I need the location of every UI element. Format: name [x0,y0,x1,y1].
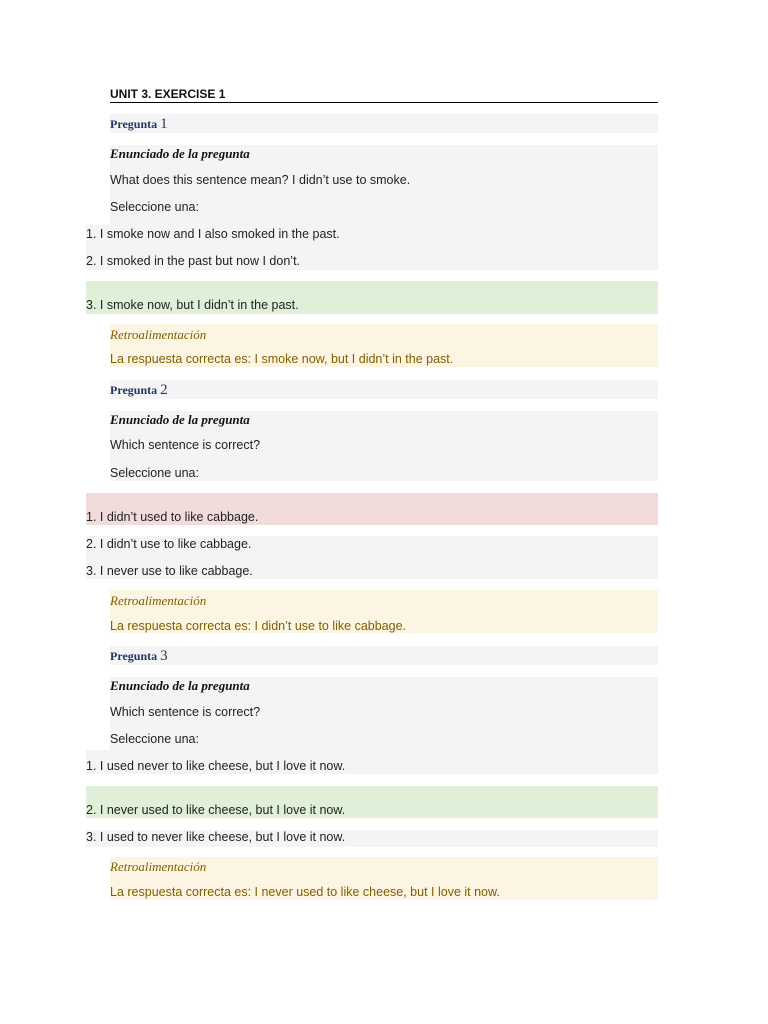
question-3-heading [110,647,168,665]
question-2-feedback-label: Retroalimentación [110,593,207,608]
question-number: 1 [160,116,168,132]
question-1-text: What does this sentence mean? I didn’t use to smoke. [110,173,411,187]
question-2-header-band [110,380,658,399]
question-label: Pregunta [110,117,158,131]
question-1-feedback-label: Retroalimentación [110,327,207,342]
question-1-header-band [110,114,658,133]
question-3-enunciado-label: Enunciado de la pregunta [110,678,250,693]
question-2-option-2[interactable]: 2. I didn’t use to like cabbage. [86,537,252,551]
question-3-option-3[interactable]: 3. I used to never like cheese, but I love it now. [86,830,346,844]
question-3-header-band [110,646,658,665]
question-1-option-3[interactable]: 3. I smoke now, but I didn’t in the past. [86,298,299,312]
question-2-option-3[interactable]: 3. I never use to like cabbage. [86,564,253,578]
question-number: 2 [160,382,168,398]
question-number: 3 [160,648,168,664]
question-3-feedback-answer: La respuesta correcta es: I never used to like cheese, but I love it now. [110,885,500,899]
question-3-feedback-label: Retroalimentación [110,859,207,874]
question-1-option-1[interactable]: 1. I smoke now and I also smoked in the past. [86,227,340,241]
question-1-select-prompt: Seleccione una: [110,200,199,214]
question-1-heading [110,115,168,133]
question-label: Pregunta [110,383,158,397]
question-1-enunciado-label: Enunciado de la pregunta [110,146,250,161]
question-1-feedback-answer: La respuesta correcta es: I smoke now, but I didn’t in the past. [110,352,454,366]
question-3-text: Which sentence is correct? [110,705,261,719]
question-2-feedback-answer: La respuesta correcta es: I didn’t use to like cabbage. [110,619,407,633]
question-2-heading [110,381,168,399]
question-2-option-1[interactable]: 1. I didn’t used to like cabbage. [86,510,259,524]
question-1-option-2[interactable]: 2. I smoked in the past but now I don’t. [86,254,301,268]
question-3-select-prompt: Seleccione una: [110,732,199,746]
question-3-option-1[interactable]: 1. I used never to like cheese, but I love it now. [86,759,346,773]
question-3-option-2[interactable]: 2. I never used to like cheese, but I love it now. [86,803,346,817]
question-2-text: Which sentence is correct? [110,438,261,452]
question-label: Pregunta [110,649,158,663]
document-title: UNIT 3. EXERCISE 1 [110,86,658,103]
question-2-select-prompt: Seleccione una: [110,466,199,480]
question-2-enunciado-label: Enunciado de la pregunta [110,412,250,427]
